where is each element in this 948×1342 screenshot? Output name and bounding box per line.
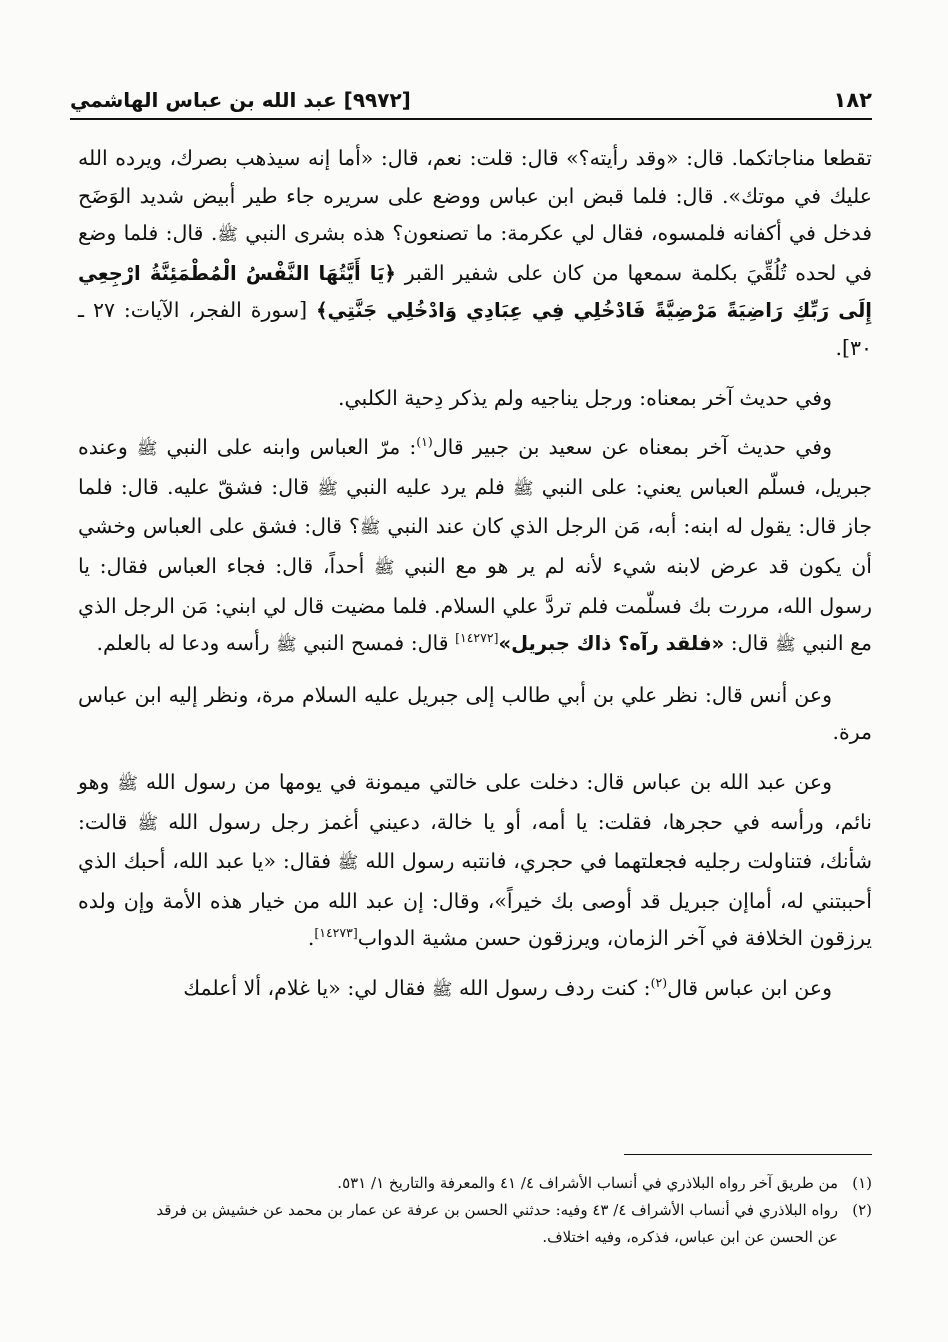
hadith-ref-14273: [١٤٢٧٣] <box>314 925 358 941</box>
page-header <box>70 78 872 112</box>
salawat-glyph: ﷺ <box>137 813 159 834</box>
text: قالت: شأنك، فتناولت رجليه فجعلتهما في حجري، فانتبه رسول الله <box>78 809 872 874</box>
text: : مرّ العباس وابنه على النبي <box>157 435 417 460</box>
text: رأسه ودعا له بالعلم. <box>96 631 277 656</box>
paragraph-4: وعن أنس قال: نظر علي بن أبي طالب إلى جبريل عليه السلام مرة، ونظر إليه ابن عباس مرة. <box>78 682 872 745</box>
header-rule <box>70 118 872 120</box>
footnote-1 <box>70 1170 872 1197</box>
quran-verse: ﴿يَا أَيَّتُهَا النَّفْسُ الْمُطْمَئِنَّةُ ارْجِعِي إِلَى رَبِّكِ رَاضِيَةً مَرْضِيَّةً فَادْخُلِي فِي عِبَادِي وَادْخُلِي جَنَّتِي﴾ <box>78 261 872 323</box>
paragraph-2: وفي حديث آخر بمعناه: ورجل يناجيه ولم يذكر دِحية الكلبي. <box>337 385 832 410</box>
salawat-glyph: ﷺ <box>513 478 534 499</box>
footnote-text: رواه البلاذري في أنساب الأشراف ٤/ ٤٣ وفيه: حدثني الحسن بن عرفة عن عمار بن محمد عن خشيش بن فرقد <box>156 1201 838 1219</box>
footnote-separator <box>624 1154 872 1155</box>
text: ؟ قال: فشق على العباس وخشي أن يكون قد عرض لابنه شيء لأنه لم ير هو مع النبي <box>78 514 872 578</box>
footnote-2 <box>70 1197 872 1224</box>
footnote-number: (٢) <box>852 1201 872 1219</box>
text: وفي حديث آخر بمعناه عن سعيد بن جبير قال <box>432 435 832 460</box>
text: قال: فشقّ عليه. قال: فلما جاز قال: يقول له ابنه: أبه، مَن الرجل الذي كان عند النبي <box>78 474 872 539</box>
footnote-text: من طريق آخر رواه البلاذري في أنساب الأشراف ٤/ ٤١ والمعرفة والتاريخ ١/ ٥٣١. <box>337 1174 838 1192</box>
text: وعنده جبريل، فسلّم العباس يعني: على النبي <box>78 435 872 499</box>
footnote-number: (١) <box>852 1174 872 1192</box>
salawat-glyph: ﷺ <box>337 853 359 874</box>
text: [سورة الفجر، الآيات: ٢٧ ـ ٣٠]. <box>78 298 872 360</box>
text: : كنت ردف رسول الله <box>452 975 651 1000</box>
salawat-glyph: ﷺ <box>374 557 395 578</box>
text: فلم يرد عليه النبي <box>337 474 514 499</box>
salawat-glyph: ﷺ <box>117 773 138 794</box>
running-title: [٩٩٧٢] عبد الله بن عباس الهاشمي <box>70 88 411 112</box>
body-text <box>78 140 872 1021</box>
text: قال: فمسح النبي <box>296 631 456 656</box>
paragraph-5 <box>78 764 872 958</box>
footnote-marker-1[interactable]: (١) <box>416 434 433 450</box>
text: وهو نائم، ورأسه في حجرها، فقلت: يا أمه، أو يا خالة، دعيني أغمز رجل رسول الله <box>78 769 872 834</box>
salawat-glyph: ﷺ <box>359 518 381 539</box>
paragraph-3 <box>78 429 872 665</box>
text: . <box>307 926 315 951</box>
salawat-glyph: ﷺ <box>136 439 158 460</box>
salawat-glyph: ﷺ <box>431 979 453 1000</box>
text: فقال: «يا عبد الله، أحبك الذي أحببتني له، أماإن جبريل قد أوصى بك خيراً»، وقال: إن عبد الله من خيار هذه الأمة وإن ولده يرزقون الخلافة في آخر الزمان، ويرزقون حسن مشية الدواب <box>78 849 872 951</box>
text: أحداً، قال: فجاء العباس فقال: يا رسول الله، مررت بك فسلّمت فلم تردَّ علي السلام. فلما مضيت قال لي ابني: مَن الرجل الذي مع النبي <box>78 553 872 656</box>
text: . قال: فلما وضع في لحده تُلُقِّيَ بكلمة سمعها من كان على شفير القبر <box>78 221 872 285</box>
text: تقطعا مناجاتكما. قال: «وقد رأيته؟» قال: قلت: نعم، قال: «أما إنه سيذهب بصرك، ويرده الله عليك في موتك». قال: فلما قبض ابن عباس ووضع على سريره جاء طير أبيض شديد الوَضَح فدخل في أكفانه فلمسوه، فقال لي عكرمة: ما تصنعون؟ هذه بشرى النبي <box>78 146 872 246</box>
hadith-ref-14272: [١٤٢٧٢] <box>455 630 499 646</box>
page-number: ١٨٢ <box>833 88 872 112</box>
footnote-marker-2[interactable]: (٢) <box>650 975 668 991</box>
footnote-2-continuation: عن الحسن عن ابن عباس، فذكره، وفيه اختلاف. <box>542 1228 838 1246</box>
salawat-glyph: ﷺ <box>317 478 338 499</box>
text: وعن ابن عباس قال <box>667 975 832 1000</box>
text: قال: <box>724 631 776 656</box>
salawat-glyph: ﷺ <box>775 635 796 656</box>
paragraph-1 <box>78 140 872 368</box>
text: وعن عبد الله بن عباس قال: دخلت على خالتي ميمونة في يومها من رسول الله <box>137 769 832 794</box>
salawat-glyph: ﷺ <box>276 635 297 656</box>
text: فقال لي: «يا غلام، ألا أعلمك <box>183 975 432 1000</box>
paragraph-6 <box>78 970 872 1010</box>
salawat-glyph: ﷺ <box>217 225 238 246</box>
footnotes <box>70 1170 872 1251</box>
bold-quote: «فلقد رآه؟ ذاك جبريل» <box>498 632 725 656</box>
